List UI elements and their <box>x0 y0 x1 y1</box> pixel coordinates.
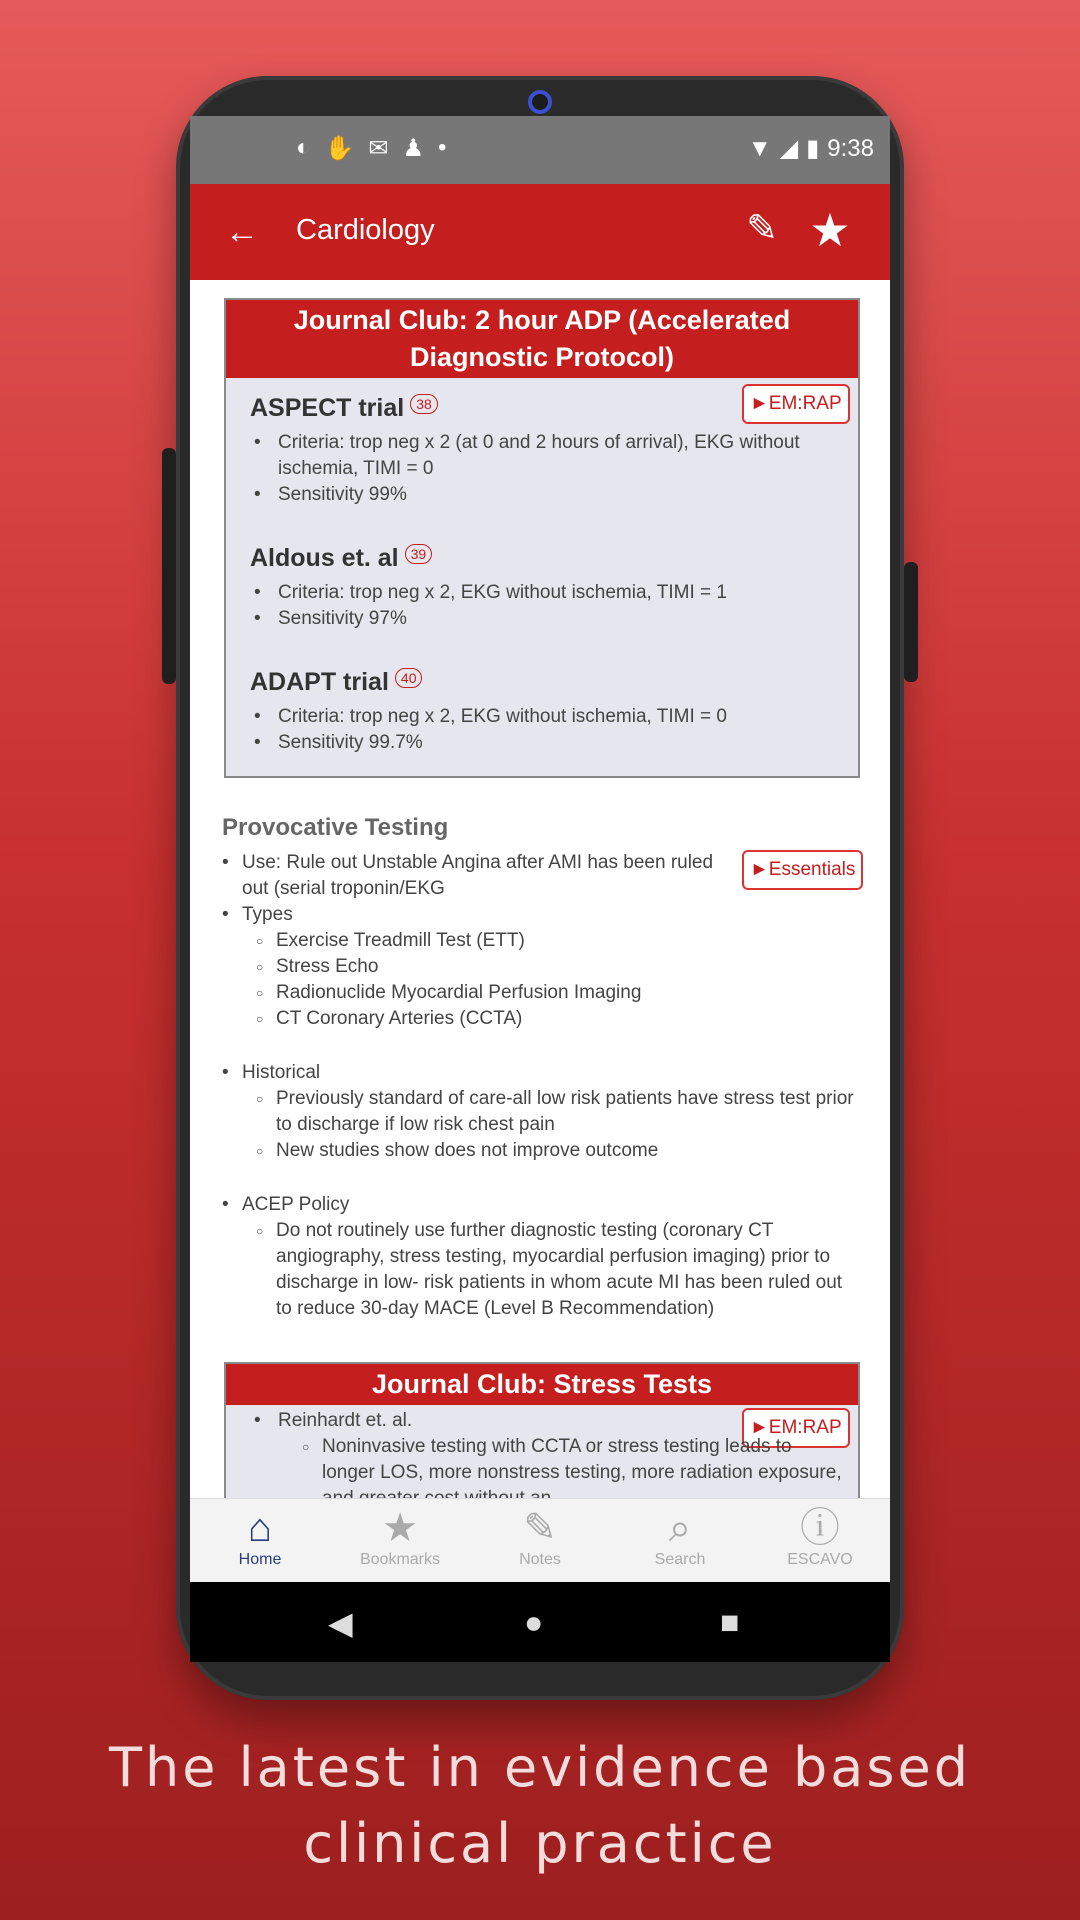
essentials-link-button[interactable]: ►Essentials <box>742 850 863 890</box>
trial-name: Aldous et. al <box>250 544 399 572</box>
nav-bookmarks[interactable] <box>330 1505 470 1569</box>
nav-label: ESCAVO <box>787 1551 853 1568</box>
journal-club-header: Journal Club: 2 hour ADP (Accelerated Diagnostic Protocol) <box>226 300 858 378</box>
nav-label: Bookmarks <box>359 1551 441 1568</box>
trial-name: ADAPT trial <box>250 668 389 696</box>
caption-line-2: clinical practice <box>303 1812 777 1875</box>
pencil-icon: ✎ <box>523 1506 557 1550</box>
notification-icons <box>296 134 446 163</box>
list-item: • Historical <box>222 1060 822 1086</box>
nav-label: Home <box>238 1551 282 1568</box>
home-circle-icon[interactable]: ● <box>524 1604 544 1640</box>
mail-icon: ✉ <box>368 135 389 162</box>
list-item: • Sensitivity 99.7% <box>254 730 814 756</box>
status-time: 9:38 <box>827 134 874 162</box>
reference-badge[interactable]: 40 <box>395 668 423 688</box>
nav-search[interactable] <box>610 1505 750 1569</box>
front-camera <box>528 90 552 114</box>
star-icon: ★ <box>382 1506 418 1550</box>
list-item: ○ Noninvasive testing with CCTA or stress testing leads to longer LOS, more nonstress testing, more radiation exposure, <box>302 1434 846 1512</box>
list-item: ○ Radionuclide Myocardial Perfusion Imaging <box>256 980 856 1006</box>
list-item: • Criteria: trop neg x 2, EKG without ischemia, TIMI = 1 <box>254 580 834 606</box>
trial-title <box>250 394 438 423</box>
bottom-navigation <box>190 1498 890 1582</box>
person-icon: ♟ <box>402 135 425 162</box>
edit-pencil-icon[interactable]: ✎ <box>746 208 778 250</box>
app-bar <box>190 184 890 280</box>
list-item: ○ Exercise Treadmill Test (ETT) <box>256 928 856 954</box>
list-item: ○ Previously standard of care-all low risk patients have stress test prior to discharge if low risk chest pain <box>256 1086 860 1138</box>
bookmark-star-icon[interactable]: ★ <box>809 204 851 256</box>
list-item: • Use: Rule out Unstable Angina after AMI has been ruled out (serial troponin/EKG <box>222 850 722 902</box>
status-bar <box>190 116 890 184</box>
phone-screen <box>190 116 890 1662</box>
trial-title <box>250 544 432 573</box>
promo-caption <box>0 1730 1080 1882</box>
list-item: • Sensitivity 99% <box>254 482 814 508</box>
wifi-icon: ▼ <box>747 134 772 162</box>
nav-home[interactable] <box>190 1505 330 1569</box>
nav-notes[interactable] <box>470 1505 610 1569</box>
recents-square-icon[interactable]: ■ <box>720 1604 740 1640</box>
nav-label: Search <box>654 1551 706 1568</box>
caption-line-1: The latest in evidence based <box>109 1736 971 1799</box>
power-button <box>904 562 918 682</box>
list-item: • Criteria: trop neg x 2 (at 0 and 2 hours of arrival), EKG without ischemia, TIMI = 0 <box>254 430 814 482</box>
list-item: • Sensitivity 97% <box>254 606 814 632</box>
journal-club-adp-box <box>224 298 860 778</box>
back-arrow-icon[interactable]: ← <box>225 213 259 251</box>
em-rap-link-button[interactable]: ►EM:RAP <box>742 1408 850 1448</box>
list-item: ○ CT Coronary Arteries (CCTA) <box>256 1006 856 1032</box>
nav-label: Notes <box>519 1551 561 1568</box>
list-item: ○ Stress Echo <box>256 954 856 980</box>
reference-badge[interactable]: 38 <box>410 394 438 414</box>
home-icon: ⌂ <box>247 1506 273 1550</box>
battery-icon: ▮ <box>806 135 820 162</box>
page-title: Cardiology <box>296 214 435 246</box>
list-item: • Types <box>222 902 722 928</box>
trial-title <box>250 668 422 697</box>
reference-badge[interactable]: 39 <box>405 544 433 564</box>
app-notification-icon: ◐ <box>296 134 311 161</box>
section-title: Provocative Testing <box>222 814 449 841</box>
dot-icon: • <box>438 134 447 161</box>
hand-icon: ✋ <box>324 135 355 162</box>
system-status-icons <box>748 134 874 163</box>
search-icon: ⌕ <box>668 1506 692 1550</box>
list-item: • ACEP Policy <box>222 1192 822 1218</box>
journal-club-header: Journal Club: Stress Tests <box>226 1364 858 1405</box>
info-icon: ⓘ <box>800 1506 840 1550</box>
back-triangle-icon[interactable]: ◀ <box>328 1605 353 1641</box>
phone-frame <box>176 76 904 1700</box>
system-navigation-bar <box>190 1582 890 1662</box>
em-rap-link-button[interactable]: ►EM:RAP <box>742 384 850 424</box>
list-item: • Reinhardt et. al. <box>254 1408 654 1434</box>
list-item: • Criteria: trop neg x 2, EKG without ischemia, TIMI = 0 <box>254 704 834 730</box>
signal-icon: ◢ <box>779 135 799 162</box>
volume-button <box>162 448 176 684</box>
trial-name: ASPECT trial <box>250 394 405 422</box>
list-item: ○ Do not routinely use further diagnostic testing (coronary CT angiography, stress testing, myocardial perfusion imaging) prior to discharge in low- risk patients in whom acute MI has been ruled out to reduce 30-day MACE (Level B Recommendation) <box>256 1218 860 1322</box>
nav-escavo[interactable] <box>750 1505 890 1569</box>
content-scroll-area[interactable] <box>190 280 890 1498</box>
list-item: ○ New studies show does not improve outcome <box>256 1138 860 1164</box>
